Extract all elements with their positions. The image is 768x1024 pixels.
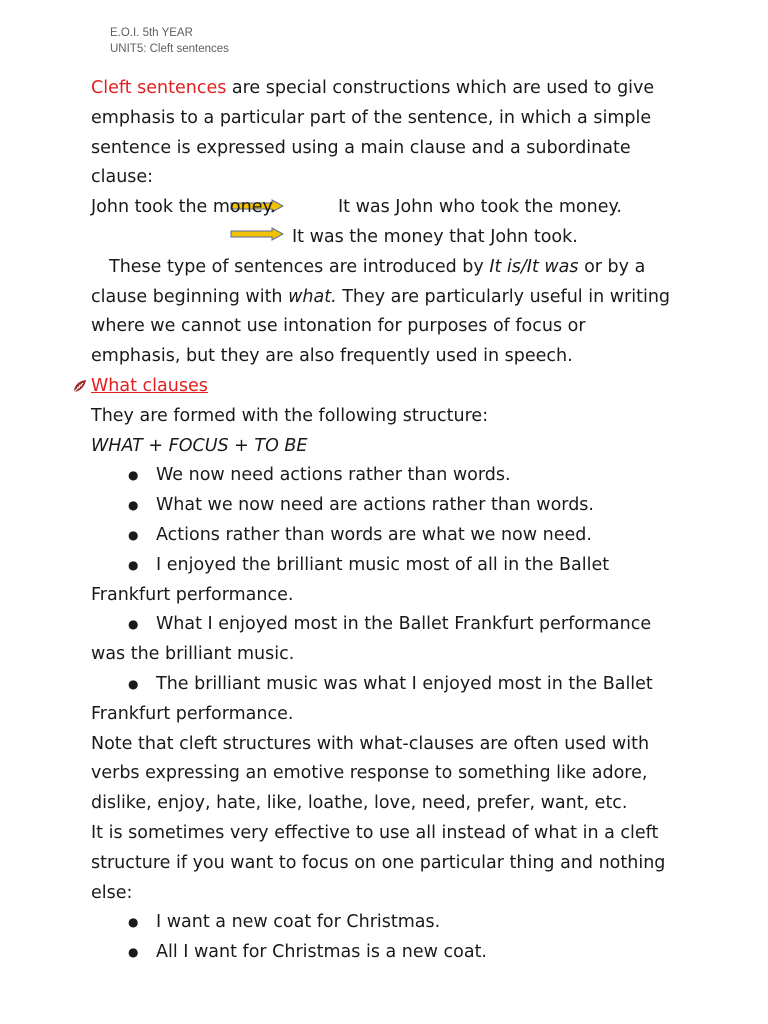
list-item: ● The brilliant music was what I enjoyed most in the Ballet	[91, 670, 691, 700]
intro-line: emphasis to a particular part of the sentence, in which a simple	[91, 107, 652, 128]
list-item-continuation: was the brilliant music.	[91, 644, 295, 665]
paragraph-line: These type of sentences are introduced by It is/It was or by a	[109, 256, 646, 277]
example-cleft-2: It was the money that John took.	[292, 226, 578, 247]
list-item: ● We now need actions rather than words.	[91, 461, 691, 491]
section-intro: They are formed with the following structure:	[91, 405, 489, 426]
note-line: It is sometimes very effective to use all instead of what in a cleft	[91, 822, 659, 843]
term-highlight: Cleft sentences	[91, 78, 227, 98]
note-line: dislike, enjoy, hate, like, loathe, love, need, prefer, want, etc.	[91, 793, 628, 814]
leaf-bullet-icon	[72, 378, 88, 394]
list-item: ● What we now need are actions rather than words.	[91, 491, 691, 521]
bullet-dot-icon: ●	[128, 617, 139, 632]
header-course: E.O.I. 5th YEAR	[110, 27, 193, 39]
note-line: verbs expressing an emotive response to something like adore,	[91, 763, 648, 784]
bullet-dot-icon: ●	[128, 498, 139, 513]
note-line: else:	[91, 882, 133, 903]
paragraph-line: where we cannot use intonation for purposes of focus or	[91, 316, 586, 337]
bullet-dot-icon: ●	[128, 676, 139, 691]
list-item: ● All I want for Christmas is a new coat.	[91, 938, 691, 968]
document-body	[91, 74, 691, 968]
intro-line: Cleft sentences are special constructions which are used to give	[91, 78, 655, 98]
note-line: Note that cleft structures with what-clauses are often used with	[91, 733, 650, 754]
italic-term: what.	[288, 286, 337, 307]
intro-line: sentence is expressed using a main clause and a subordinate	[91, 137, 631, 158]
paragraph-line: emphasis, but they are also frequently used in speech.	[91, 346, 573, 367]
example-cleft-1: It was John who took the money.	[338, 197, 622, 218]
bullet-dot-icon: ●	[128, 945, 139, 960]
bullet-dot-icon: ●	[128, 557, 139, 572]
list-item: ● I enjoyed the brilliant music most of all in the Ballet	[91, 551, 691, 581]
section-title-link[interactable]: What clauses	[91, 375, 208, 396]
bullet-dot-icon: ●	[128, 527, 139, 542]
bullet-dot-icon: ●	[128, 468, 139, 483]
example-line	[91, 193, 691, 223]
example-base: John took the money.	[91, 197, 276, 218]
italic-term: It is/It was	[489, 256, 579, 277]
page-header	[110, 25, 229, 57]
intro-line: clause:	[91, 167, 154, 188]
bullet-dot-icon: ●	[128, 915, 139, 930]
list-item-continuation: Frankfurt performance.	[91, 703, 294, 724]
list-item: ● I want a new coat for Christmas.	[91, 908, 691, 938]
structure-formula: WHAT + FOCUS + TO BE	[91, 435, 308, 456]
header-unit: UNIT5: Cleft sentences	[110, 43, 229, 55]
paragraph-line: clause beginning with what. They are particularly useful in writing	[91, 286, 671, 307]
list-item: ● Actions rather than words are what we now need.	[91, 521, 691, 551]
list-item-continuation: Frankfurt performance.	[91, 584, 294, 605]
list-item: ● What I enjoyed most in the Ballet Frankfurt performance	[91, 610, 691, 640]
note-line: structure if you want to focus on one particular thing and nothing	[91, 852, 666, 873]
section-heading	[91, 372, 691, 402]
